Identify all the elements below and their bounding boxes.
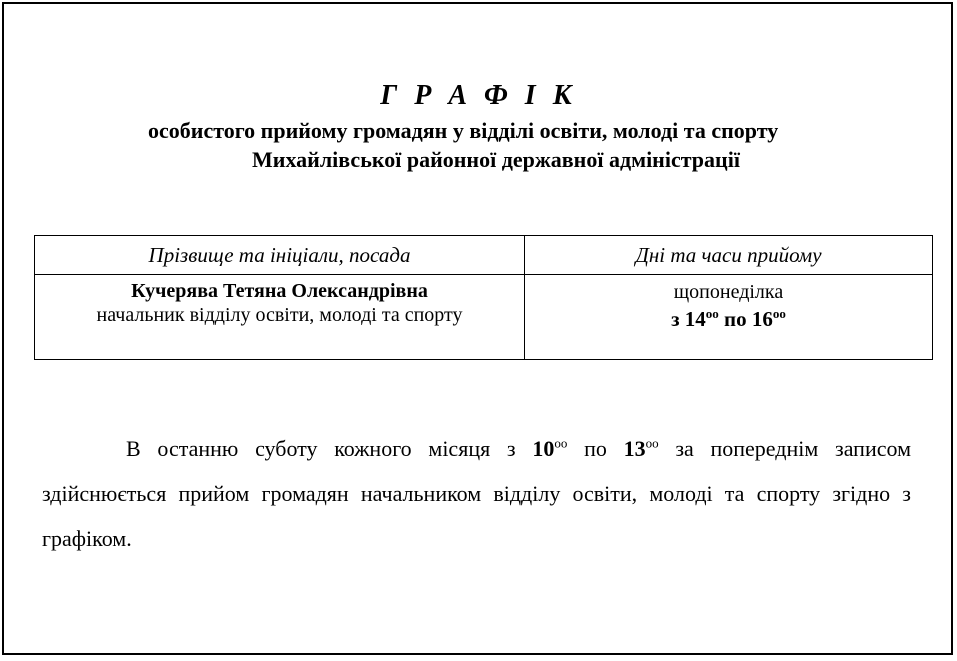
official-name: Кучерява Тетяна Олександрівна — [131, 280, 428, 302]
cell-days-hours — [525, 275, 933, 360]
saturday-reception-note: В останню суботу кожного місяця з $10^{оо}$ по $13^{оо}$ за попереднім записом здійснюється прийом громадян начальником відділу освіти, молоді та спорту згідно з графіком. — [42, 435, 911, 551]
official-position: начальник відділу освіти, молоді та спорту — [96, 304, 463, 326]
table-header-row — [35, 236, 933, 275]
table-row — [35, 275, 933, 360]
document-subtitle-line2: Михайлівської районної державної адміністрації — [252, 147, 740, 172]
schedule-table — [34, 235, 933, 360]
document-subtitle-line1: особистого прийому громадян у відділі освіти, молоді та спорту — [148, 118, 779, 143]
reception-hours: з $14^{оо}$ по $16^{оо}$ — [671, 306, 786, 331]
header-name-position: Прізвище та ініціали, посада — [35, 236, 525, 275]
header-days-hours: Дні та часи прийому — [525, 236, 933, 275]
cell-name-position — [35, 275, 525, 360]
document-title: Г Р А Ф І К — [380, 80, 577, 111]
reception-days: щопонеділка — [673, 281, 784, 303]
